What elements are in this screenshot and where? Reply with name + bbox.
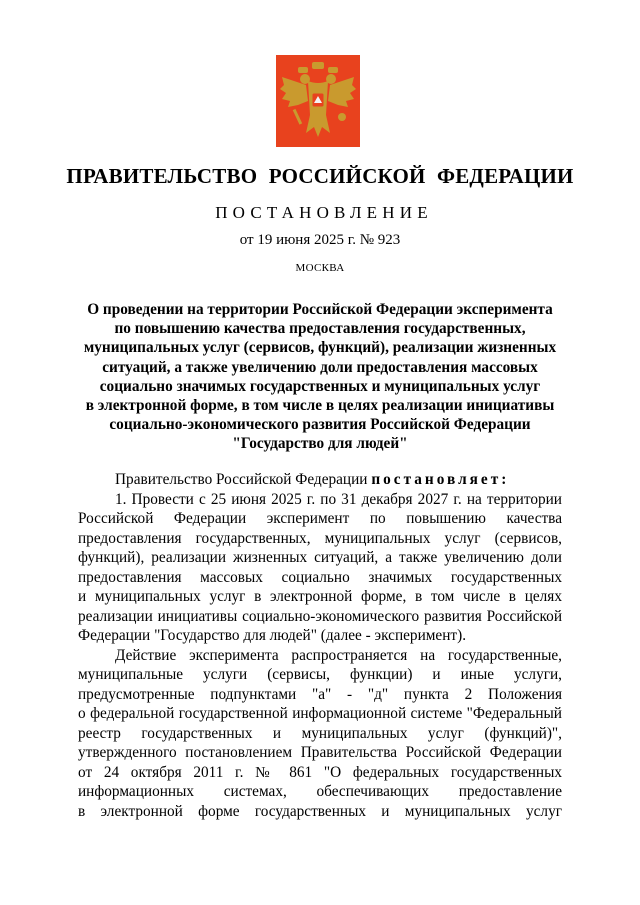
paragraph-line: и муниципальных услуг в электронной форме, в том числе в целях — [78, 588, 562, 605]
paragraph-line: о федеральной государственной информационной системе "Федеральный — [78, 705, 562, 722]
document-title-line: ситуаций, а также увеличению доли предоставления массовых — [102, 358, 538, 376]
paragraph-line: предоставления государственных, муниципальных услуг (сервисов, — [78, 529, 562, 547]
paragraph-line: муниципальные услуги (сервисы, функции) и иные услуги, — [78, 666, 562, 683]
document-title-line: социально-экономического развития Российской Федерации — [109, 416, 531, 434]
document-title-line: О проведении на территории Российской Федерации эксперимента — [87, 301, 553, 318]
paragraph-line: Федерации "Государство для людей" (далее - эксперимент). — [78, 627, 467, 644]
paragraph-1 — [78, 490, 562, 646]
document-title — [70, 300, 570, 454]
paragraph-2 — [78, 646, 562, 822]
document-title-line: муниципальных услуг (сервисов, функций), реализации жизненных — [83, 339, 557, 357]
intro-prefix: Правительство Российской Федерации — [115, 471, 372, 488]
document-type: ПОСТАНОВЛЕНИЕ — [215, 203, 433, 222]
resolves-keyword: постановляет: — [371, 471, 510, 488]
paragraph-line: Действие эксперимента распространяется на государственные, — [115, 646, 562, 664]
paragraph-line: функций), реализации жизненных ситуаций, а также увеличению доли — [78, 549, 562, 566]
rider-shield-icon — [312, 93, 324, 107]
intro-paragraph — [78, 470, 562, 490]
paragraph-line: информационных системах, обеспечивающих предоставление — [78, 783, 562, 800]
document-city: МОСКВА — [295, 262, 345, 274]
paragraph-line: Российской Федерации эксперимент по повышению качества — [78, 510, 562, 527]
document-title-line: социально значимых государственных и муниципальных услуг — [99, 377, 541, 395]
paragraph-line: реестр государственных и муниципальных услуг (функций)", — [78, 724, 562, 742]
paragraph-line: 1. Провести с 25 июня 2025 г. по 31 декабря 2027 г. на территории — [115, 490, 562, 508]
government-title: ПРАВИТЕЛЬСТВО РОССИЙСКОЙ ФЕДЕРАЦИИ — [66, 164, 574, 188]
coat-of-arms-emblem — [276, 55, 360, 147]
document-title-line: "Государство для людей" — [232, 435, 408, 453]
document-title-line: в электронной форме, в том числе в целях реализации инициативы — [85, 397, 555, 415]
paragraph-line: утвержденного постановлением Правительства Российской Федерации — [78, 744, 562, 761]
paragraph-line: предусмотренные подпунктами "а" - "д" пункта 2 Положения — [78, 685, 562, 703]
document-date-number: от 19 июня 2025 г. № 923 — [239, 232, 401, 248]
paragraph-line: от 24 октября 2011 г. № 861 "О федеральных государственных — [78, 763, 562, 781]
paragraph-line: реализации инициативы социально-экономического развития Российской — [78, 607, 562, 625]
document-title-line: по повышению качества предоставления государственных, — [114, 320, 526, 338]
document-body — [78, 470, 562, 821]
paragraph-line: предоставления массовых социально значимых государственных — [78, 568, 562, 586]
paragraph-line: в электронной форме государственных и муниципальных услуг — [78, 802, 562, 820]
